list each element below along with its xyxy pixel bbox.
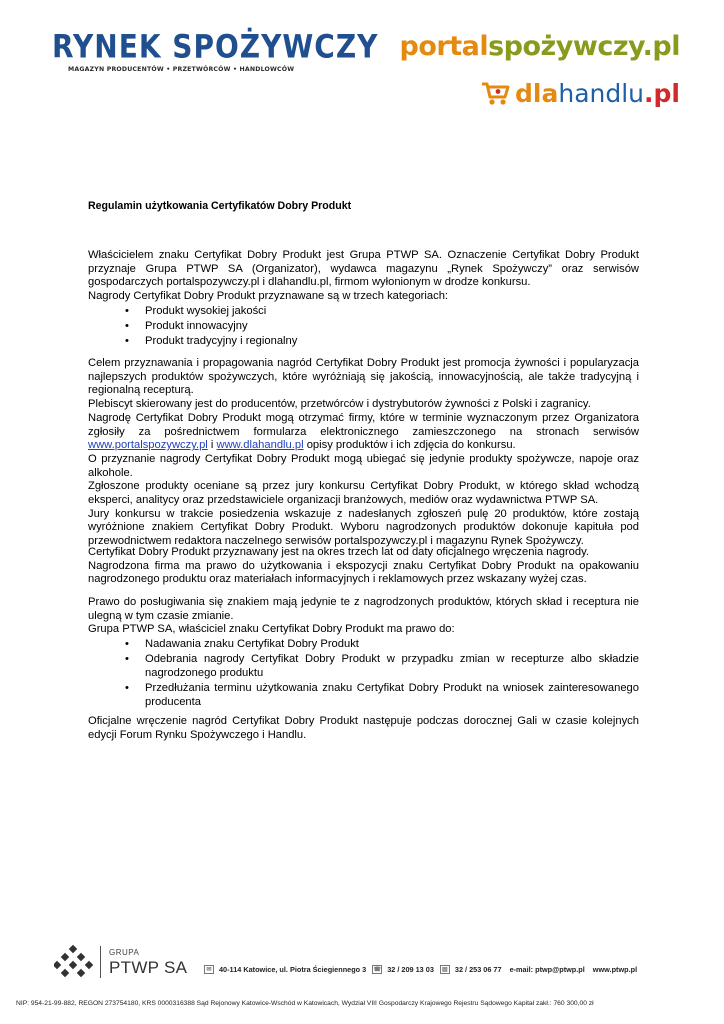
bullet: • xyxy=(125,653,129,666)
portalspozywczy-link[interactable]: www.portalspozywczy.pl xyxy=(88,439,208,452)
list-item: • Nadawania znaku Certyfikat Dobry Produkt xyxy=(125,638,359,651)
dlahandlu-logo xyxy=(481,78,680,110)
shopping-cart-icon xyxy=(481,81,511,107)
rynek-logo-tagline: MAGAZYN PRODUCENTÓW • PRZETWÓRCÓW • HANDLOWCÓW xyxy=(68,66,295,73)
categories-list xyxy=(88,305,639,349)
section-ownership xyxy=(88,249,639,350)
phone-icon: ☎ xyxy=(373,967,381,973)
portalspozywczy-logo xyxy=(400,30,680,64)
rynek-spozywczy-logo xyxy=(52,27,379,73)
phone: 32 / 209 13 03 xyxy=(387,965,434,974)
bullet: • xyxy=(125,682,129,695)
list-item: • Odebrania nagrody Certyfikat Dobry Produkt w przypadku zmian w recepturze albo składzie nagrodzonego produktu xyxy=(125,653,639,680)
document-title: Regulamin użytkowania Certyfikatów Dobry Produkt xyxy=(88,200,352,212)
company-name: PTWP SA xyxy=(109,958,188,977)
section-ceremony xyxy=(88,715,639,742)
email: e-mail: ptwp@ptwp.pl xyxy=(509,965,585,974)
ceremony-paragraph: Oficjalne wręczenie nagród Certyfikat Dobry Produkt następuje podczas dorocznej Gali w czasie kolejnych edycji Forum Rynku Spożywczego i Handlu. xyxy=(88,715,639,741)
footer-divider xyxy=(100,946,101,978)
portal-logo-part: portal xyxy=(399,31,489,62)
dla-logo-part: dla xyxy=(515,79,559,108)
pl-logo-part: .pl xyxy=(642,31,680,62)
restriction-paragraph: Prawo do posługiwania się znakiem mają jedynie te z nagrodzonych produktów, których skład i receptura nie ulegną w tym czasie zmianie. xyxy=(88,596,639,622)
purpose-paragraph: Celem przyznawania i propagowania nagród Certyfikat Dobry Produkt jest promocja żywności i popularyzacja najlepszych produktów spożywczych, które wyróżniają się jakością, innowacyjnością, ale także tradycyjną i regionalną recepturą. xyxy=(88,357,639,397)
section-rights xyxy=(88,596,639,711)
intro-paragraph: Właścicielem znaku Certyfikat Dobry Produkt jest Grupa PTWP SA. Oznaczenie Certyfikat Dobry Produkt przyznaje Grupa PTWP SA (Organizator), wydawca magazynu „Rynek Spożywczy” oraz serwisów gospodarczych portalspozywczy.pl i dlahandlu.pl, firmom wyłonionym w drodze konkursu. xyxy=(88,249,639,289)
contact-line xyxy=(198,965,637,974)
list-item: • Produkt tradycyjny i regionalny xyxy=(125,335,298,348)
owner-rights-intro: Grupa PTWP SA, właściciel znaku Certyfikat Dobry Produkt ma prawo do: xyxy=(88,623,455,636)
legal-line: NIP: 954-21-99-882, REGON 273754180, KRS 0000316388 Sąd Rejonowy Katowice-Wschód w Katowicach, Wydział VIII Gospodarczy Krajowego Rejestru Sądowego Kapitał zakł.: 760 300,00 zł xyxy=(16,1000,594,1007)
dlahandlu-link[interactable]: www.dlahandlu.pl xyxy=(216,439,304,452)
usage-paragraph: Nagrodzona firma ma prawo do użytkowania i ekspozycji znaku Certyfikat Dobry Produkt na opakowaniu nagrodzonego produktu oraz materiałach informacyjnych i reklamowych przez wskazany wyżej czas. xyxy=(88,559,639,586)
audience-paragraph: Plebiscyt skierowany jest do producentów, przetwórców i dystrybutorów żywności z Polski i zagranicy. xyxy=(88,398,591,411)
rynek-logo-wordmark: RYNEK SPOŻYWCZY xyxy=(52,27,379,66)
selection-paragraph: Jury konkursu w trakcie posiedzenia wskazuje z nadesłanych zgłoszeń pulę 20 produktów, które zostają wyróżnione znakiem Certyfikat Dobry Produkt. Wyboru nagrodzonych produktów dokonuje kapituła pod przewodnictwem redaktora naczelnego serwisów portalspozywczy.pl i magazynu Rynek Spożywczy. xyxy=(88,507,639,548)
ptwp-logo-mark xyxy=(54,945,94,981)
list-item: • Produkt wysokiej jakości xyxy=(125,304,267,317)
list-item: • Przedłużania terminu użytkowania znaku Certyfikat Dobry Produkt na wniosek zainteresowanego producenta xyxy=(125,682,639,708)
grupa-label: GRUPA xyxy=(109,948,140,957)
section-validity xyxy=(88,546,639,587)
bullet: • xyxy=(125,320,129,333)
envelope-icon: ✉ xyxy=(204,965,214,974)
handlu-logo-part: handlu xyxy=(558,79,645,108)
bullet: • xyxy=(125,638,129,651)
letterhead-footer xyxy=(40,940,680,1000)
section-purpose xyxy=(88,357,639,549)
bullet: • xyxy=(125,304,129,317)
address: 40-114 Katowice, ul. Piotra Ściegiennego 3 xyxy=(219,965,367,974)
categories-intro: Nagrody Certyfikat Dobry Produkt przyznawane są w trzech kategoriach: xyxy=(88,290,449,303)
eligibility-paragraph: O przyznanie nagrody Certyfikat Dobry Produkt mogą ubiegać się jedynie produkty spożywcze, napoje oraz alkohole. xyxy=(88,452,639,479)
jury-paragraph: Zgłoszone produkty oceniane są przez jury konkursu Certyfikat Dobry Produkt, w którego skład wchodzą eksperci, analitycy oraz przedstawiciele organizacji branżowych, mediów oraz wydawnictwa PTWP SA. xyxy=(88,480,639,507)
owner-rights-list xyxy=(88,638,639,710)
validity-paragraph: Certyfikat Dobry Produkt przyznawany jest na okres trzech lat od daty oficjalnego wręczenia nagrody. xyxy=(88,546,589,558)
list-item: • Produkt innowacyjny xyxy=(125,320,248,333)
dla-pl-logo-part: .pl xyxy=(644,79,680,108)
bullet: • xyxy=(125,335,129,348)
fax: 32 / 253 06 77 xyxy=(454,965,502,974)
entry-paragraph: Nagrodę Certyfikat Dobry Produkt mogą otrzymać firmy, które w terminie wyznaczonym przez Organizatora zgłosiły za pośrednictwem formularza elektronicznego zamieszczonego na stronach serwisów www.portalspozywczy.pl i www.dlahandlu.pl opisy produktów i ich zdjęcia do konkursu. xyxy=(88,411,639,452)
spozywczy-logo-part: spożywczy xyxy=(488,31,643,62)
website: www.ptwp.pl xyxy=(592,965,638,974)
fax-icon: ▤ xyxy=(440,965,450,974)
